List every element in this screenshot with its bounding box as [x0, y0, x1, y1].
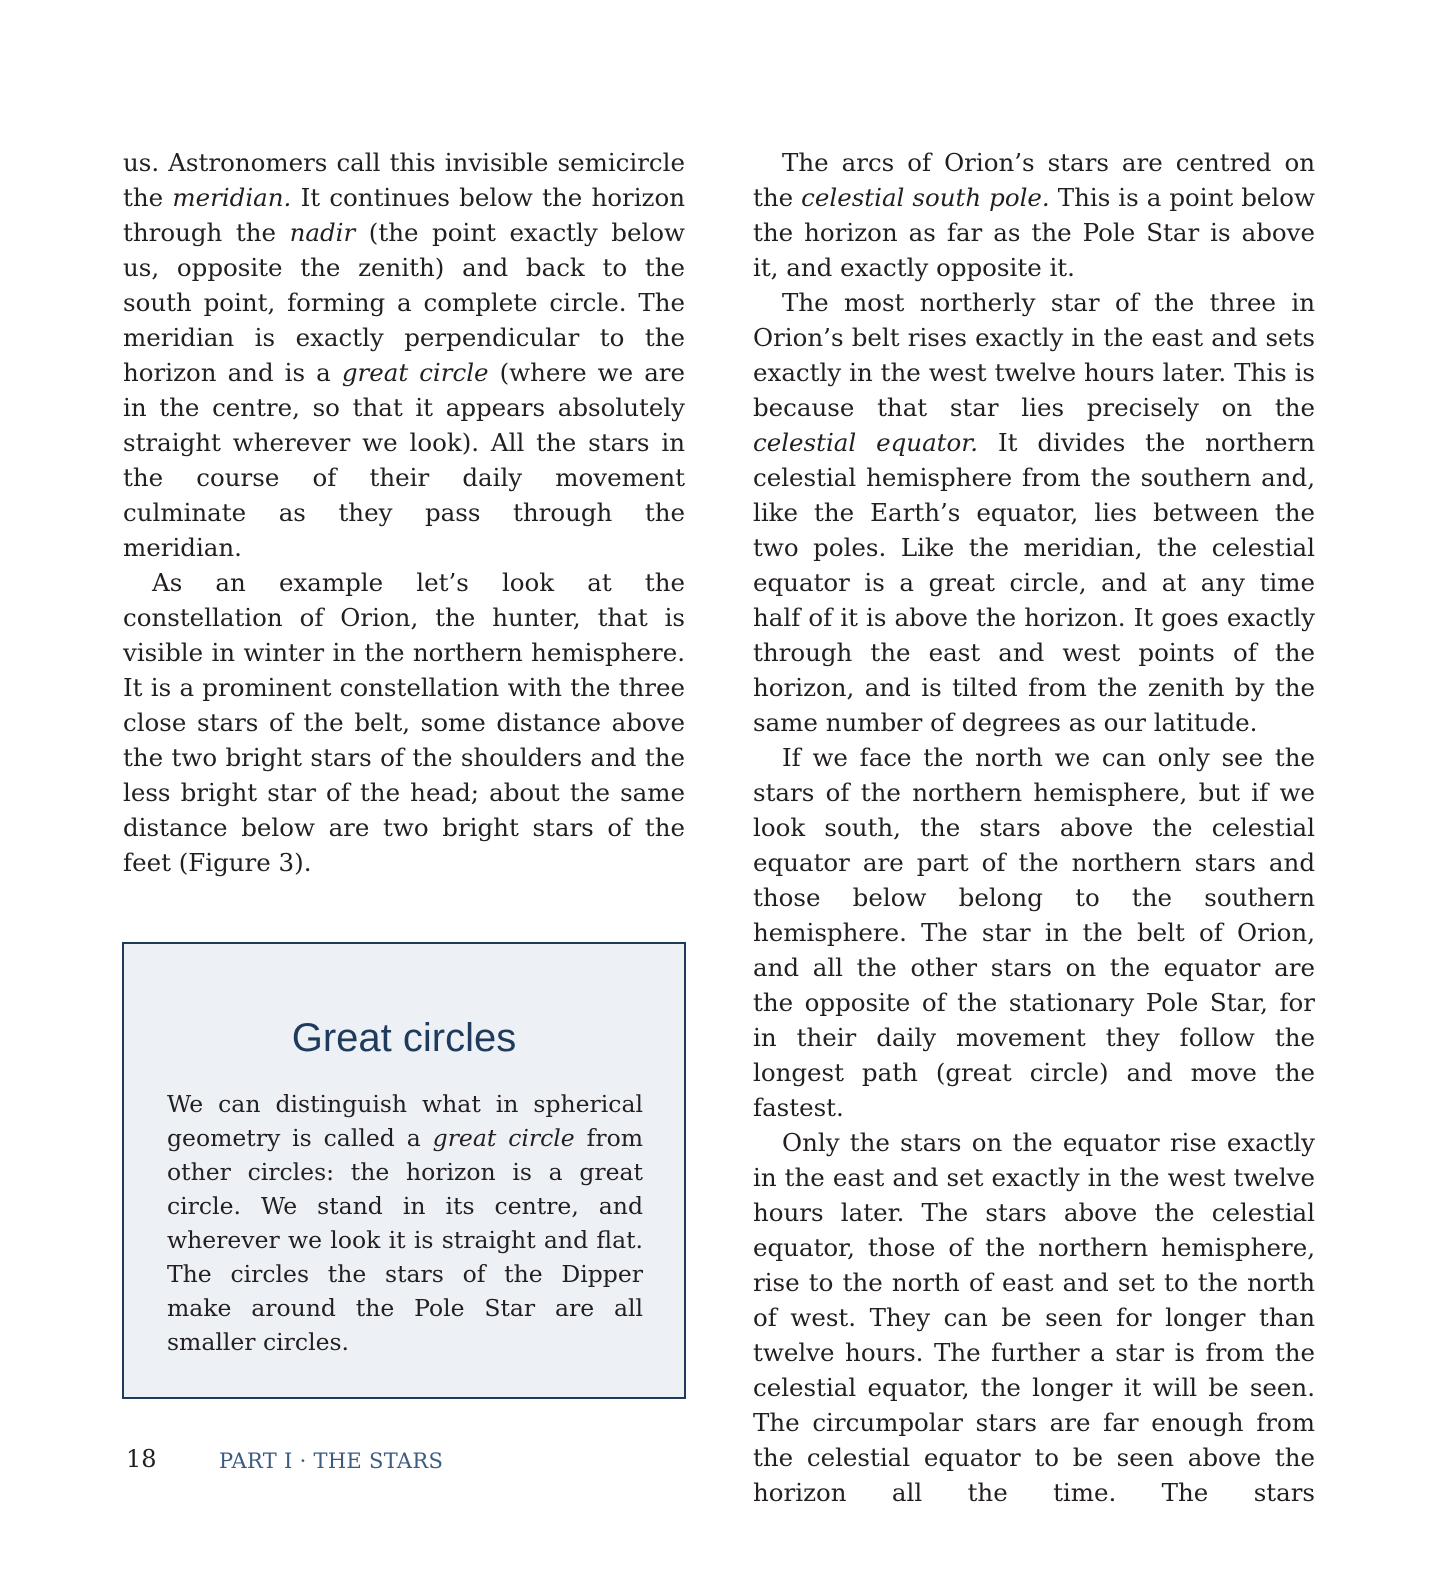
- left-paragraph-2: As an example let’s look at the constellation of Orion, the hunter, that is visible in winter in the northern hemisphere. It is a prominent constellation with the three close stars of the belt, some distance above the two bright stars of the shoulders and the less bright star of the head; about the same distance below are two bright stars of the feet (Figure 3).: [123, 568, 685, 877]
- sidebar-body: We can distinguish what in spherical geometry is called a great circle from other circles: the horizon is a great circle. We stand in its centre, and wherever we look it is straight and flat. The circles the stars of the Dipper make around the Pole Star are all smaller circles.: [167, 1090, 643, 1356]
- right-paragraph-2: The most northerly star of the three in Orion’s belt rises exactly in the east and sets exactly in the west twelve hours later. This is because that star lies precisely on the celestial equator. It divides the northern celestial hemisphere from the southern and, like the Earth’s equator, lies between the two poles. Like the meridian, the celestial equator is a great circle, and at any time half of it is above the horizon. It goes exactly through the east and west points of the horizon, and is tilted from the zenith by the same number of degrees as our latitude.: [753, 288, 1315, 737]
- term-celestial-equator: celestial equator.: [753, 428, 979, 457]
- term-celestial-south-pole: celestial south pole.: [801, 183, 1050, 212]
- term-nadir: nadir: [289, 218, 356, 247]
- page-number: 18: [126, 1445, 157, 1473]
- running-footer-section: PART I · THE STARS: [219, 1449, 444, 1473]
- left-column: [123, 145, 685, 880]
- sidebar-term-great-circle: great circle: [432, 1124, 575, 1152]
- sidebar-title: Great circles: [291, 1016, 517, 1060]
- right-column: [753, 145, 1315, 1510]
- term-great-circle: great circle: [341, 358, 489, 387]
- great-circles-sidebar: [122, 942, 686, 1399]
- right-paragraph-1: The arcs of Orion’s stars are centred on the celestial south pole. This is a point below the horizon as far as the Pole Star is above it, and exactly opposite it.: [753, 148, 1315, 282]
- term-meridian: meridian.: [172, 183, 292, 212]
- left-paragraph-1: us. Astronomers call this invisible semicircle the meridian. It continues below the horizon through the nadir (the point exactly below us, opposite the zenith) and back to the south point, forming a complete circle. The meridian is exactly perpendicular to the horizon and is a great circle (where we are in the centre, so that it appears absolutely straight wherever we look). All the stars in the course of their daily movement culminate as they pass through the meridian.: [123, 148, 686, 562]
- right-paragraph-3: If we face the north we can only see the stars of the northern hemisphere, but if we look south, the stars above the celestial equator are part of the northern stars and those below belong to the southern hemisphere. The star in the belt of Orion, and all the other stars on the equator are the opposite of the stationary Pole Star, for in their daily movement they follow the longest path (great circle) and move the fastest.: [753, 743, 1315, 1122]
- right-paragraph-4: Only the stars on the equator rise exactly in the east and set exactly in the west twelve hours later. The stars above the celestial equator, those of the northern hemisphere, rise to the north of east and set to the north of west. They can be seen for longer than twelve hours. The further a star is from the celestial equator, the longer it will be seen. The circumpolar stars are far enough from the celestial equator to be seen above the horizon all the time. The stars: [753, 1128, 1315, 1507]
